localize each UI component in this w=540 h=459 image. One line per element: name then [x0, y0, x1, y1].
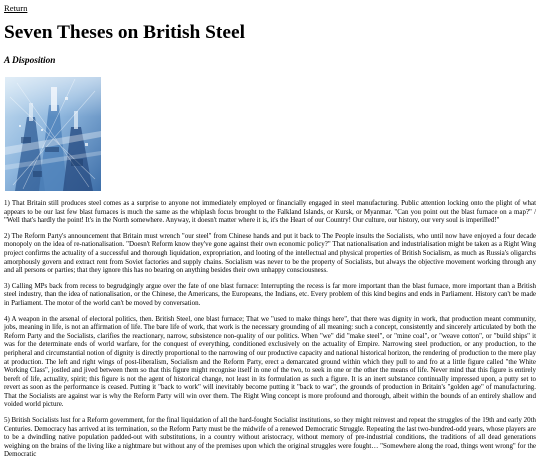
- thesis-paragraph-5: 5) British Socialists lust for a Reform government, for the final liquidation of all the hard-fought Socialist institutions, so they might reinvest and repeat the struggles of the 19th and early 20th Centuries. Democracy has arrived at its termination, so the Reform Party must be the midwife of a renewed Democratic Struggle. Repeating the last two-hundred-odd years, whose players are to be a dwindling native population padded-out with substitutions, in a country without aristocracy, without memory of pre-industrial conditions, the traditions of all dead generations weighing on the brains of the living like a nightmare but without any of the premises upon which the original struggles were fought… "Somewhere along the road, things went wrong" for the Democratic: [4, 416, 536, 459]
- essay-body: [4, 199, 536, 459]
- thesis-paragraph-4: 4) A weapon in the arsenal of electoral politics, then. British Steel, one blast furnace; That we "used to make things here", that there was dignity in work, that production meant community, jobs, meaning in life, is not an affirmation of life. The bare life of work, that work is the necessary grounding of all meaning: such a concept, consistently and sincerely articulated by both the Reform Party and the Socialists, clarifies the reactionary, narrow, subsistence non-quality of our politics. When "we" did "make steel", or "mine coal", or "weave cotton", or "build ships" it was for the determinate ends of world warfare, for the conquest of everything, conditioned exclusively on the actuality of Empire. Narrowing steel production, or any production, to the peripheral and circumstantial notion of dignity is directly proportional to the narrowing of our productive capacity and national historical horizon, the rendering of production to the mere play at production. The left and right wings of post-liberalism, Socialism and the Reform Party, erect a demarcated ground within which they pull to and fro at a little figure called "the White Working Class", jostled and jived between them so that this figure might recognise itself in one of the two, to seek in one or the other the means of life. Never mind that this figure is entirely bereft of life, actuality, spirit; this figure is not the agent of historical change, not least in its formulation as such a figure. It is an inert substance continually impressed upon, a putty set to revert as soon as the performance is ceased. Putting it "back to work" will inevitably become putting it "back to war", the grounds of production in Britain's "golden age" of manufacturing. That the Socialists are against war is why the Reform Party will win over them. The Right Wing concept is more profound and thorough, albeit within the bounds of an entirely shallow and voided world picture.: [4, 314, 536, 409]
- return-link[interactable]: Return: [4, 3, 28, 13]
- page-subtitle: A Disposition: [4, 56, 56, 66]
- thesis-paragraph-2: 2) The Reform Party's announcement that Britain must wrench "our steel" from Chinese hands and put it back to The People insults the Socialists, who until now have enjoyed a four decade monopoly on the idea of re-nationalisation. "Doesn't Reform know they've gone against their own economic policy?" That nationalisation and industrialisation might be taken as a Right Wing project confirms the actuality of a successful and thorough liquidation, expropriation, and looting of the intellectual and physical properties of British Socialism, as much as Russia's oligarchs amorphously govern and extract rent from Soviet factories and supply chains. Socialism was never to be the property of Socialists, but always the objective movement working through any and all persons or parties; that they ignore this has no bearing on anything besides their own unhappy consciousness.: [4, 231, 536, 275]
- thesis-paragraph-1: 1) That Britain still produces steel comes as a surprise to anyone not immediately employed or financially engaged in steel manufacturing. Public attention locking onto the plight of what appears to be our last few blast furnaces is much the same as the whiplash focus brought to the Falkland Islands, or Kursk, or Myanmar. "Can you point out the blast furnace on a map?" / "Well that's hardly the point! It's in the North somewhere. Anyway, it doesn't matter where it is, it's the Heart of our Country! Our culture, our history, our very soul is imperilled!": [4, 199, 536, 225]
- hero-image: [5, 77, 101, 191]
- thesis-paragraph-3: 3) Calling MPs back from recess to begrudgingly argue over the fate of one blast furnace: Interrupting the recess is far more important than the blast furnace, more important than a British steel industry, than the idea of nationalisation, or the Chinese, the Americans, the Europeans, the Indians, etc. Every problem of this kind begins and ends in Parliament. History can't be made in Parliament. The motor of the world can't be moved by conversation.: [4, 281, 536, 307]
- page-title: Seven Theses on British Steel: [4, 22, 245, 43]
